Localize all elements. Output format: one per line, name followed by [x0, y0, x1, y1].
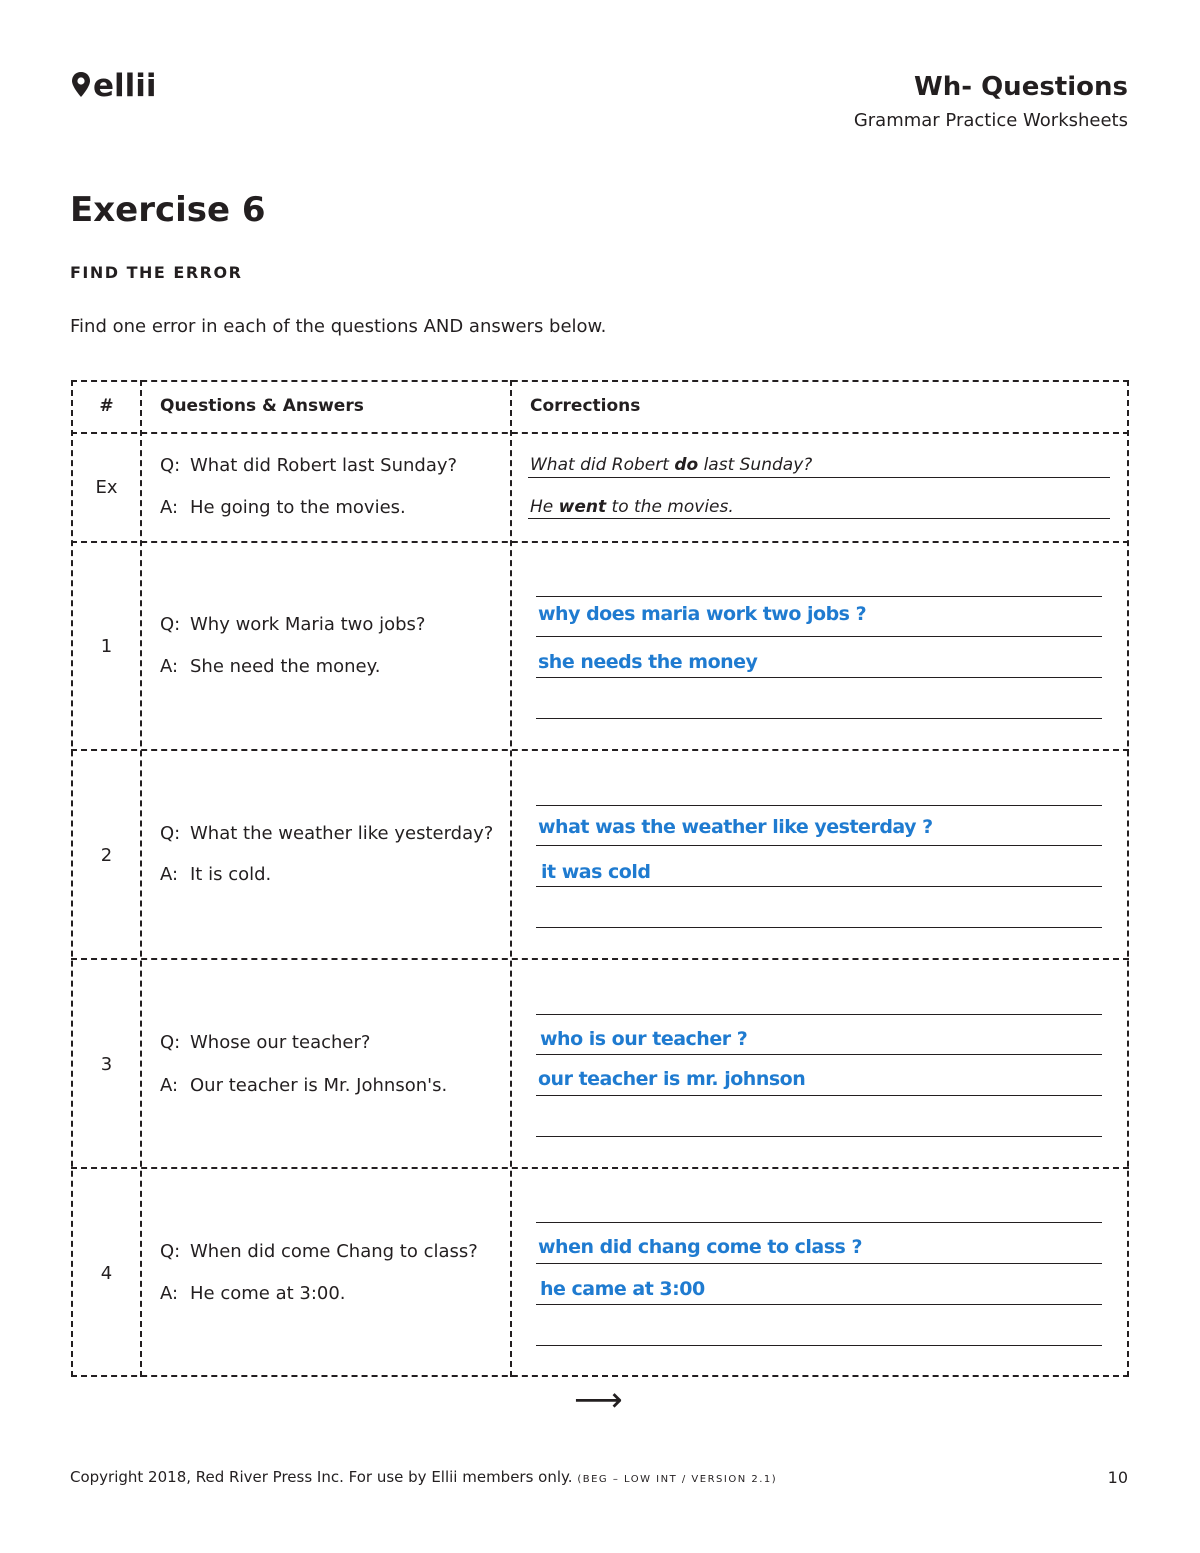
writing-line — [536, 805, 1102, 806]
copyright-text: Copyright 2018, Red River Press Inc. For use by Ellii members only. — [70, 1468, 573, 1486]
question-text — [160, 1032, 370, 1053]
question-text — [160, 823, 493, 844]
column-divider — [140, 380, 142, 1377]
writing-line — [536, 1095, 1102, 1096]
writing-line — [536, 1345, 1102, 1346]
q-prefix: Q: — [160, 614, 181, 635]
bold-text: went — [558, 497, 607, 517]
writing-line — [536, 1136, 1102, 1137]
writing-line — [536, 1222, 1102, 1223]
exercise-title: Exercise 6 — [70, 190, 266, 230]
handwritten-correction-answer: it was cold — [541, 861, 651, 883]
row-divider — [71, 749, 1129, 751]
a-prefix: A: — [160, 864, 179, 885]
answer-value: He come at 3:00. — [190, 1283, 346, 1304]
instruction-text: Find one error in each of the questions AND answers below. — [70, 316, 607, 337]
a-prefix: A: — [160, 656, 179, 677]
right-arrow-icon[interactable]: ⟶ — [574, 1380, 623, 1420]
handwritten-correction-answer: she needs the money — [538, 651, 758, 673]
question-value: Whose our teacher? — [190, 1032, 371, 1053]
writing-line — [528, 477, 1110, 478]
writing-line — [536, 845, 1102, 846]
row-divider — [71, 541, 1129, 543]
footer-copyright — [70, 1468, 777, 1486]
row-divider — [71, 958, 1129, 960]
example-correction-question — [530, 455, 812, 475]
handwritten-correction-answer: he came at 3:00 — [540, 1278, 705, 1300]
writing-line — [536, 1263, 1102, 1264]
ellii-logo — [70, 66, 157, 106]
row-number: 1 — [100, 636, 113, 657]
writing-line — [536, 927, 1102, 928]
question-value: Why work Maria two jobs? — [190, 614, 426, 635]
writing-line — [528, 518, 1110, 519]
location-pin-icon — [70, 69, 92, 103]
answer-text — [160, 1075, 447, 1096]
writing-line — [536, 1054, 1102, 1055]
page-number: 10 — [1107, 1468, 1128, 1487]
text: last Sunday? — [698, 455, 813, 475]
row-number: 4 — [100, 1263, 113, 1284]
text: He — [530, 497, 559, 517]
answer-value: He going to the movies. — [190, 497, 406, 518]
writing-line — [536, 718, 1102, 719]
row-number: Ex — [95, 477, 118, 498]
question-text — [160, 455, 457, 476]
handwritten-correction-question: what was the weather like yesterday ? — [538, 816, 933, 838]
text: What did Robert — [530, 455, 675, 475]
question-value: What did Robert last Sunday? — [190, 455, 458, 476]
row-divider — [71, 1167, 1129, 1169]
question-value: When did come Chang to class? — [190, 1241, 478, 1262]
answer-value: Our teacher is Mr. Johnson's. — [190, 1075, 448, 1096]
question-text — [160, 1241, 478, 1262]
q-prefix: Q: — [160, 455, 181, 476]
question-text — [160, 614, 425, 635]
answer-text — [160, 656, 380, 677]
text: to the movies. — [606, 497, 734, 517]
logo-text: ellii — [93, 68, 157, 104]
writing-line — [536, 636, 1102, 637]
row-number: 2 — [100, 845, 113, 866]
header-questions-answers: Questions & Answers — [160, 396, 364, 416]
question-value: What the weather like yesterday? — [190, 823, 494, 844]
handwritten-correction-question: when did chang come to class ? — [538, 1236, 863, 1258]
answer-text — [160, 864, 271, 885]
a-prefix: A: — [160, 497, 179, 518]
row-number: 3 — [100, 1054, 113, 1075]
writing-line — [536, 596, 1102, 597]
section-label: FIND THE ERROR — [70, 263, 243, 282]
worksheet-title: Wh- Questions — [914, 72, 1128, 102]
column-divider — [510, 380, 512, 1377]
a-prefix: A: — [160, 1075, 179, 1096]
bold-text: do — [674, 455, 699, 475]
q-prefix: Q: — [160, 1032, 181, 1053]
header-corrections: Corrections — [530, 396, 641, 416]
answer-value: It is cold. — [190, 864, 272, 885]
level-version-text: (BEG – LOW INT / VERSION 2.1) — [577, 1474, 778, 1485]
writing-line — [536, 1014, 1102, 1015]
q-prefix: Q: — [160, 1241, 181, 1262]
handwritten-correction-question: why does maria work two jobs ? — [538, 603, 867, 625]
worksheet-subtitle: Grammar Practice Worksheets — [853, 110, 1128, 131]
header-number: # — [99, 396, 114, 416]
q-prefix: Q: — [160, 823, 181, 844]
handwritten-correction-question: who is our teacher ? — [540, 1028, 748, 1050]
answer-value: She need the money. — [190, 656, 381, 677]
writing-line — [536, 1304, 1102, 1305]
handwritten-correction-answer: our teacher is mr. johnson — [538, 1068, 806, 1090]
answer-text — [160, 497, 406, 518]
row-divider — [71, 432, 1129, 434]
writing-line — [536, 886, 1102, 887]
a-prefix: A: — [160, 1283, 179, 1304]
answer-text — [160, 1283, 346, 1304]
example-correction-answer — [530, 497, 734, 517]
writing-line — [536, 677, 1102, 678]
